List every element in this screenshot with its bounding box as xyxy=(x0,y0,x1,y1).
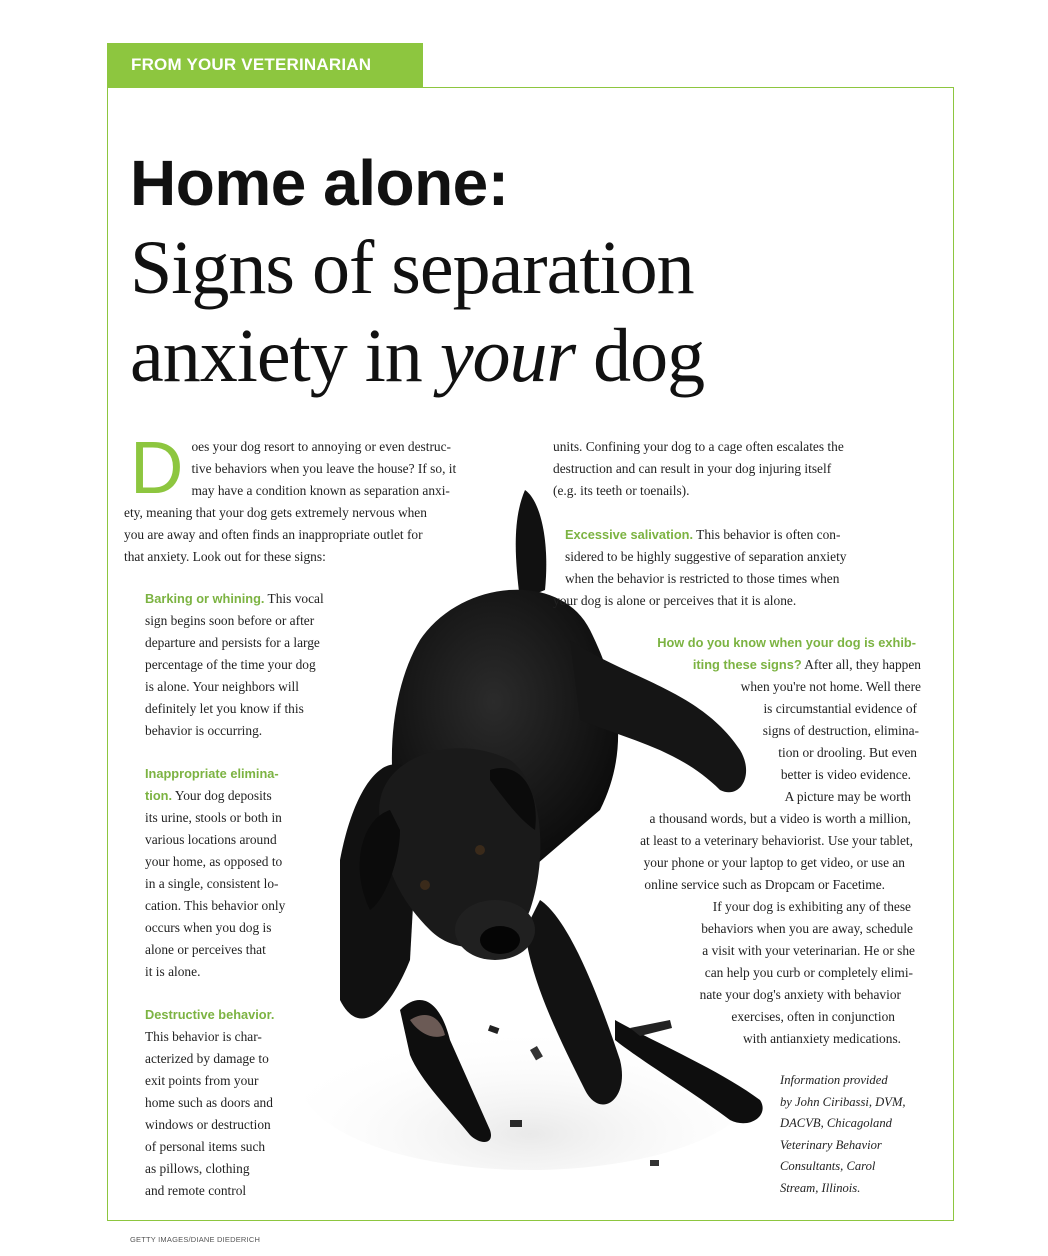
how-know-section: How do you know when your dog is exhib- iting these signs? After all, they happen when you're not home. Well there is circumstantial evidence of signs of destruction, elimina- tion or drooling. But even better is video evidence. A picture may be worth a thousand words, but a video is worth a million, at least to a veterinary behaviorist. Use your tablet, your phone or your laptop to get video, or use an online service such as Dropcam or Facetime. If your dog is exhibiting any of these behaviors when you are away, schedule a visit with your veterinarian. He or she can help you curb or completely elimi- nate your dog's anxiety with behavior exercises, often in conjunction with antianxiety medications. xyxy=(555,632,921,1050)
salivation-section: Excessive salivation. This behavior is often con- sidered to be highly suggestive of separation anxiety when the behavior is restricted to those times when your dog is alone or perceives that it is alone. xyxy=(553,527,847,608)
photo-credit: GETTY IMAGES/DIANE DIEDERICH xyxy=(130,1235,261,1244)
right-top-paragraph: units. Confining your dog to a cage often escalates the destruction and can result in your dog injuring itself (e.g. its teeth or toenails). xyxy=(553,439,844,498)
subheadline-line1: Signs of separation xyxy=(130,226,694,310)
barking-heading: Barking or whining. xyxy=(145,591,265,606)
barking-section: Barking or whining. This vocal sign begins soon before or after departure and persists for a large percentage of the time your dog is alone. Your neighbors will definitely let you know if this behavior is occurring. xyxy=(145,591,324,738)
salivation-heading: Excessive salivation. xyxy=(565,527,694,542)
section-tag: FROM YOUR VETERINARIAN xyxy=(107,43,423,87)
drop-cap: D xyxy=(130,426,184,509)
elimination-section: Inappropriate elimina- tion. Your dog deposits its urine, stools or both in various locations around your home, as opposed to in a single, consistent lo- cation. This behavior only occurs when you dog is alone or perceives that it is alone. xyxy=(145,763,285,983)
author-credit: Information provided by John Ciribassi, DVM, DACVB, Chicagoland Veterinary Behavior Consultants, Carol Stream, Illinois. xyxy=(780,1073,906,1195)
elimination-heading: Inappropriate elimina- xyxy=(145,766,279,781)
destructive-section: Destructive behavior. This behavior is char- acterized by damage to exit points from your home such as doors and windows or destruction of personal items such as pillows, clothing and remote control xyxy=(145,1004,274,1202)
headline: Home alone: xyxy=(130,147,509,219)
subheadline-line2: anxiety in your dog xyxy=(130,314,705,398)
intro-paragraph: D oes your dog resort to annoying or even destruc- tive behaviors when you leave the house? If so, it may have a condition known as separation anxi- ety, meaning that your dog gets extremely nervous when you are away and often finds an inappropriate outlet for that anxiety. Look out for these signs: xyxy=(124,426,457,564)
how-know-heading: How do you know when your dog is exhib- xyxy=(657,635,916,650)
destructive-heading: Destructive behavior. xyxy=(145,1007,275,1022)
